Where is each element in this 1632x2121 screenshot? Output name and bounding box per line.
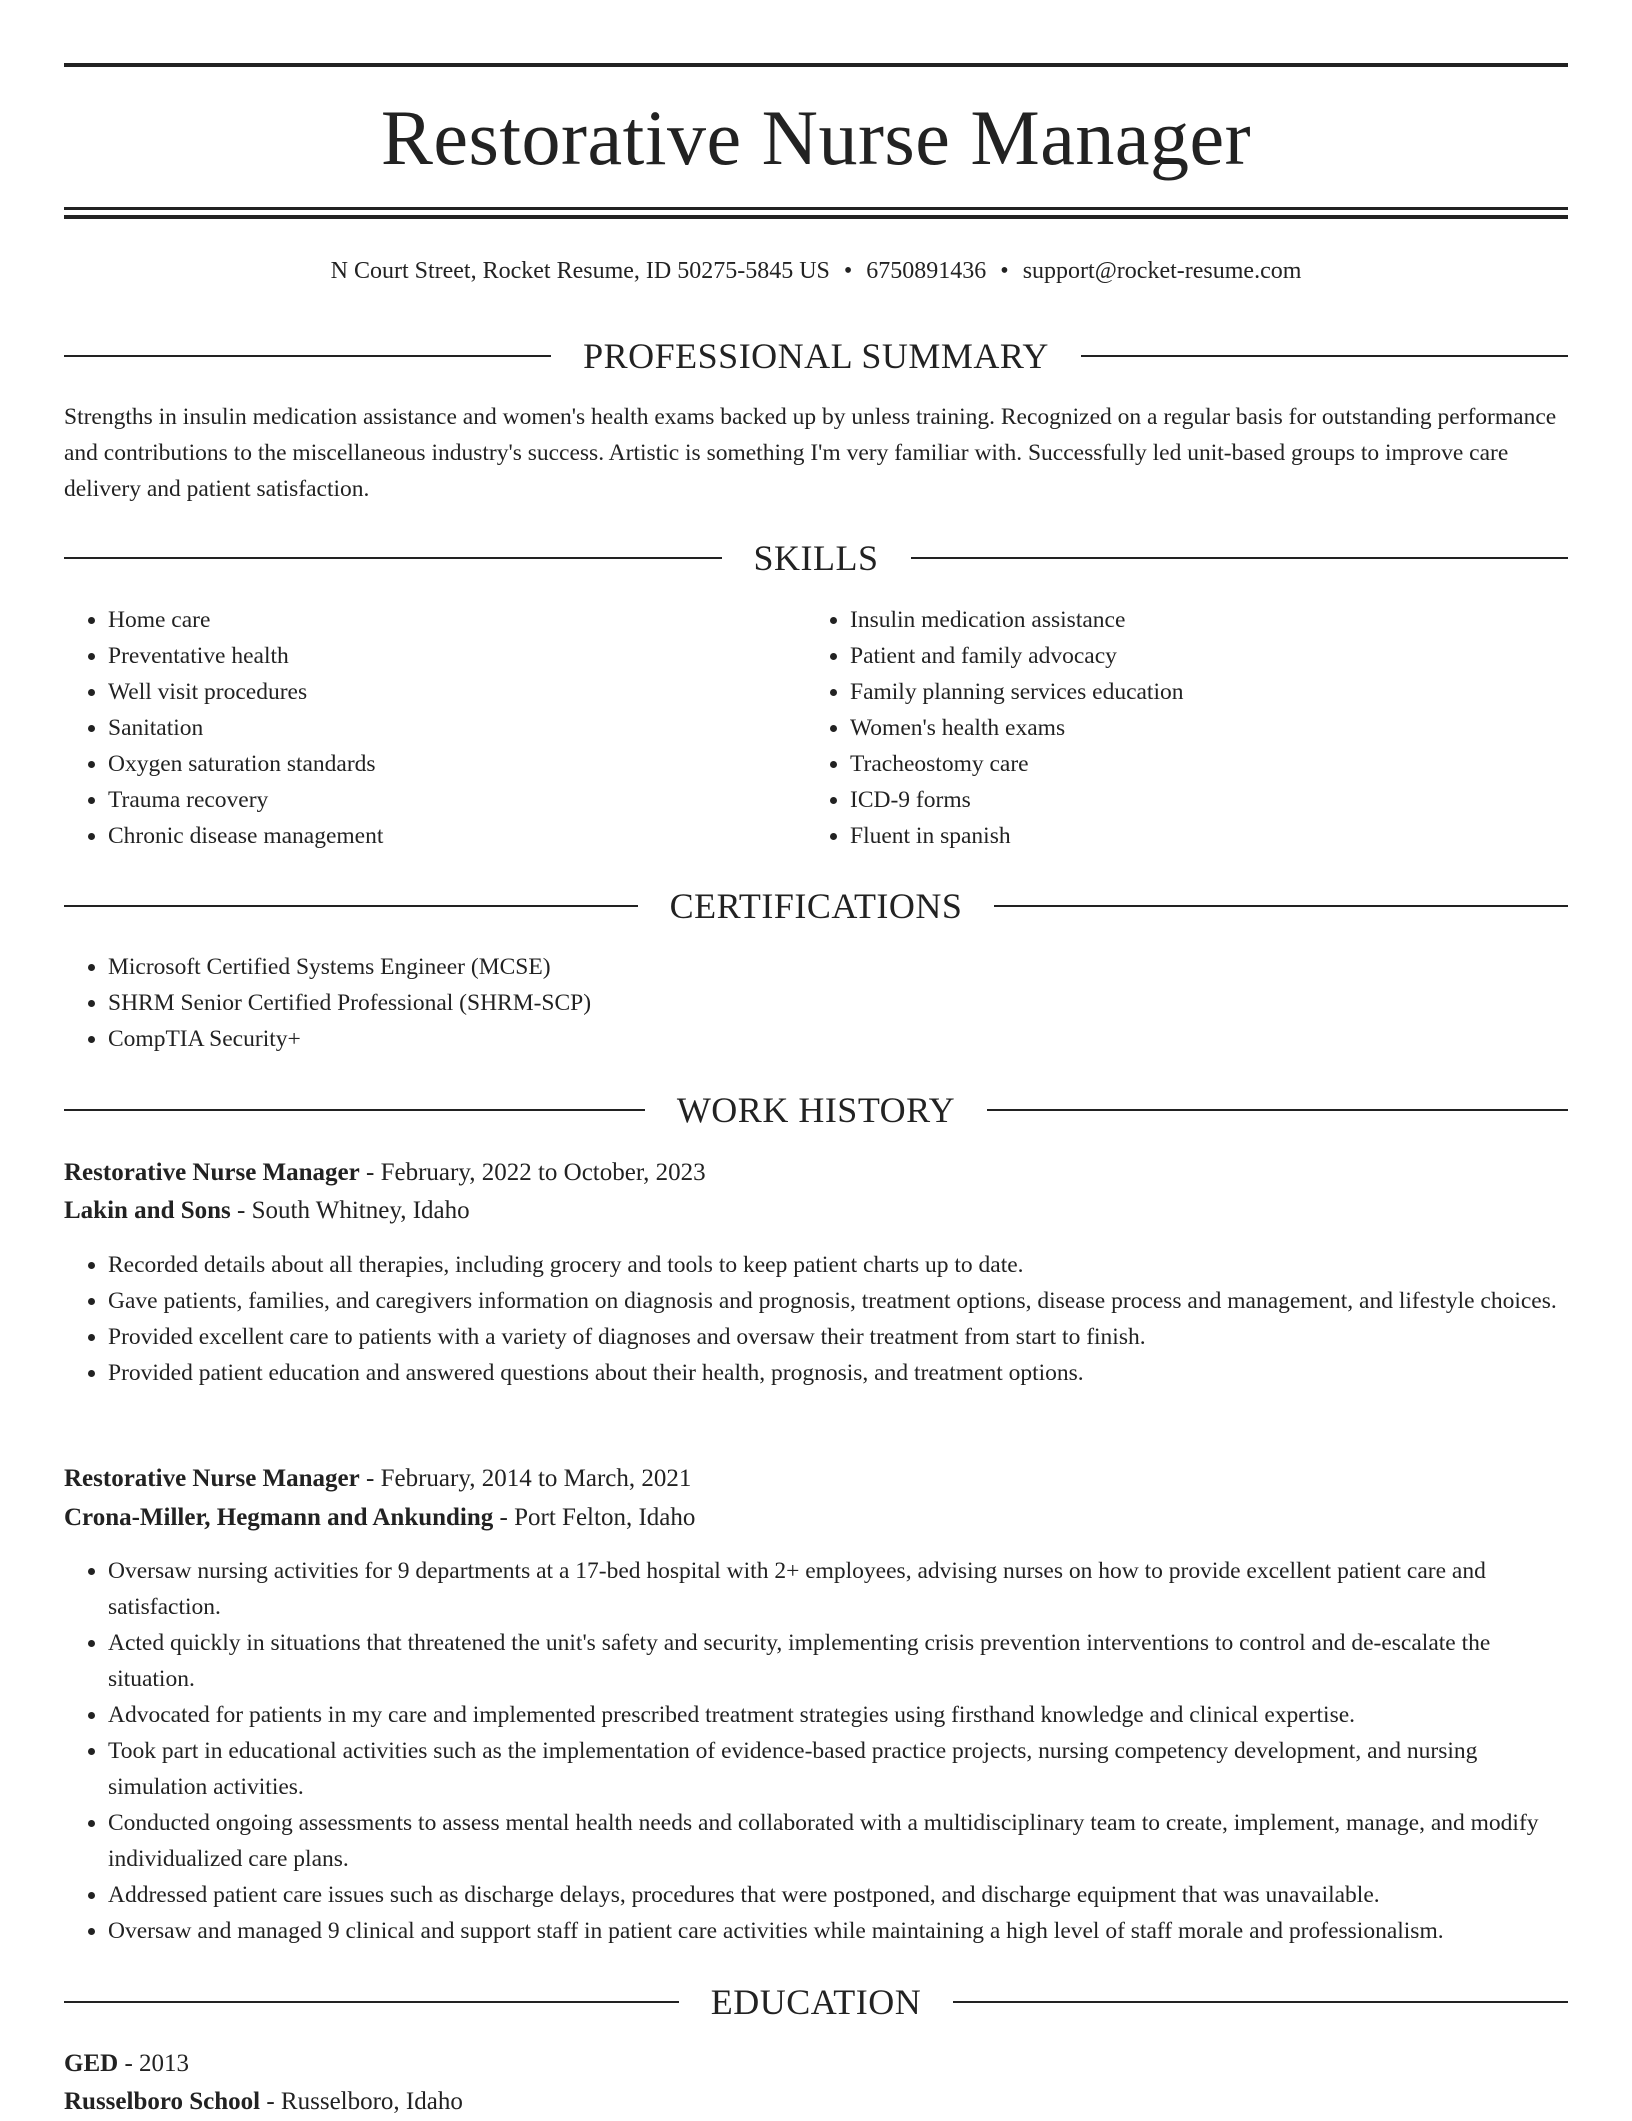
contact-phone: 6750891436	[866, 258, 987, 284]
summary-text: Strengths in insulin medication assistance and women's health exams backed up by unless training. Recognized on a regular basis for outstanding performance and contributions to the miscellaneous industry's success. Artistic is something I'm very familiar with. Successfully led unit-based groups to improve care delivery and patient satisfaction.	[64, 404, 1557, 502]
work-history-heading	[64, 1088, 1568, 1132]
header-rule-upper	[64, 207, 1568, 210]
job-bullet: • Provided patient education and answered questions about their health, prognosis, and treatment options.	[108, 1355, 1568, 1391]
heading-rule-right	[987, 1109, 1568, 1111]
summary-heading	[64, 334, 1568, 378]
heading-rule-left	[64, 905, 638, 907]
skill-item: • Oxygen saturation standards	[108, 746, 806, 782]
certifications-list	[64, 949, 1568, 1057]
heading-rule-left	[64, 2001, 679, 2003]
skill-item: • Insulin medication assistance	[850, 602, 1548, 638]
certifications-heading	[64, 884, 1568, 928]
skill-item: • ICD-9 forms	[850, 782, 1548, 818]
job-bullets	[64, 1247, 1568, 1391]
education-degree: GED	[64, 2050, 119, 2077]
heading-rule-right	[994, 905, 1568, 907]
job-dates: - February, 2014 to March, 2021	[359, 1465, 692, 1492]
job-company: Crona-Miller, Hegmann and Ankunding	[64, 1504, 494, 1531]
job-bullet: • Advocated for patients in my care and implemented prescribed treatment strategies using firsthand knowledge and clinical expertise.	[108, 1697, 1568, 1733]
job-bullet: • Took part in educational activities such as the implementation of evidence-based practice projects, nursing competency development, and nursing simulation activities.	[108, 1733, 1568, 1805]
heading-rule-right	[953, 2001, 1568, 2003]
education-school-line	[64, 2083, 1568, 2121]
education-year: - 2013	[118, 2050, 190, 2077]
contact-separator: •	[1000, 258, 1009, 284]
work-history-heading-label: WORK HISTORY	[676, 1090, 956, 1130]
job-company-line	[64, 1192, 1568, 1230]
job-bullet: • Gave patients, families, and caregivers information on diagnosis and prognosis, treatment options, disease process and management, and lifestyle choices.	[108, 1283, 1568, 1319]
job-title-line	[64, 1154, 1568, 1192]
job-bullet: • Addressed patient care issues such as discharge delays, procedures that were postponed, and discharge equipment that was unavailable.	[108, 1877, 1568, 1913]
summary-heading-label: PROFESSIONAL SUMMARY	[583, 336, 1049, 376]
education-heading	[64, 1980, 1568, 2024]
skill-item: • Well visit procedures	[108, 674, 806, 710]
heading-rule-left	[64, 355, 551, 357]
job-bullet: • Oversaw nursing activities for 9 departments at a 17-bed hospital with 2+ employees, advising nurses on how to provide excellent patient care and satisfaction.	[108, 1553, 1568, 1625]
job-bullet: • Oversaw and managed 9 clinical and support staff in patient care activities while maintaining a high level of staff morale and professionalism.	[108, 1913, 1568, 1949]
job-location: - South Whitney, Idaho	[230, 1197, 470, 1224]
certification-item: • CompTIA Security+	[108, 1021, 1568, 1057]
skill-item: • Fluent in spanish	[850, 818, 1548, 854]
skills-heading	[64, 536, 1568, 580]
top-rule	[64, 63, 1568, 67]
certification-item: • SHRM Senior Certified Professional (SHRM-SCP)	[108, 985, 1568, 1021]
skill-item: • Family planning services education	[850, 674, 1548, 710]
job-title: Restorative Nurse Manager	[64, 1465, 360, 1492]
skill-item: • Women's health exams	[850, 710, 1548, 746]
education-location: - Russelboro, Idaho	[260, 2088, 463, 2115]
job-location: - Port Felton, Idaho	[493, 1504, 696, 1531]
skills-list-right	[806, 602, 1548, 854]
education-heading-label: EDUCATION	[710, 1982, 922, 2022]
skills-column-left	[64, 602, 806, 854]
skill-item: • Preventative health	[108, 638, 806, 674]
skill-item: • Home care	[108, 602, 806, 638]
job-bullet: • Acted quickly in situations that threatened the unit's safety and security, implementing crisis prevention interventions to control and de-escalate the situation.	[108, 1625, 1568, 1697]
skills-list-left	[64, 602, 806, 854]
skill-item: • Trauma recovery	[108, 782, 806, 818]
job-bullet-list	[64, 1247, 1568, 1391]
job-dates: - February, 2022 to October, 2023	[359, 1159, 706, 1186]
contact-line	[64, 254, 1568, 288]
certification-item: • Microsoft Certified Systems Engineer (MCSE)	[108, 949, 1568, 985]
skills-column-right	[806, 602, 1548, 854]
job-bullet: • Provided excellent care to patients with a variety of diagnoses and oversaw their treatment from start to finish.	[108, 1319, 1568, 1355]
contact-separator: •	[843, 258, 853, 284]
resume-name: Restorative Nurse Manager	[380, 94, 1252, 181]
certifications-list-wrap	[64, 949, 1568, 1057]
heading-rule-left	[64, 1109, 645, 1111]
skills-columns	[64, 602, 1568, 854]
heading-rule-left	[64, 557, 722, 559]
job-bullet-list	[64, 1553, 1568, 1949]
job-title-line	[64, 1460, 1568, 1498]
skills-heading-label: SKILLS	[753, 538, 879, 578]
job-bullet: • Conducted ongoing assessments to assess mental health needs and collaborated with a multidisciplinary team to create, implement, manage, and modify individualized care plans.	[108, 1805, 1568, 1877]
heading-rule-right	[1081, 355, 1568, 357]
skill-item: • Tracheostomy care	[850, 746, 1548, 782]
skill-item: • Chronic disease management	[108, 818, 806, 854]
contact-email: support@rocket-resume.com	[1022, 258, 1302, 284]
header-rule-lower	[64, 215, 1568, 219]
skill-item: • Patient and family advocacy	[850, 638, 1548, 674]
job-bullet: • Recorded details about all therapies, including grocery and tools to keep patient charts up to date.	[108, 1247, 1568, 1283]
heading-rule-right	[911, 557, 1569, 559]
job-title: Restorative Nurse Manager	[64, 1159, 360, 1186]
education-degree-line	[64, 2045, 1568, 2083]
job-bullets	[64, 1553, 1568, 1949]
contact-address: N Court Street, Rocket Resume, ID 50275-5845 US	[330, 258, 830, 284]
education-school: Russelboro School	[64, 2088, 261, 2115]
job-company-line	[64, 1499, 1568, 1537]
job-company: Lakin and Sons	[64, 1197, 231, 1224]
skill-item: • Sanitation	[108, 710, 806, 746]
certifications-heading-label: CERTIFICATIONS	[669, 886, 963, 926]
